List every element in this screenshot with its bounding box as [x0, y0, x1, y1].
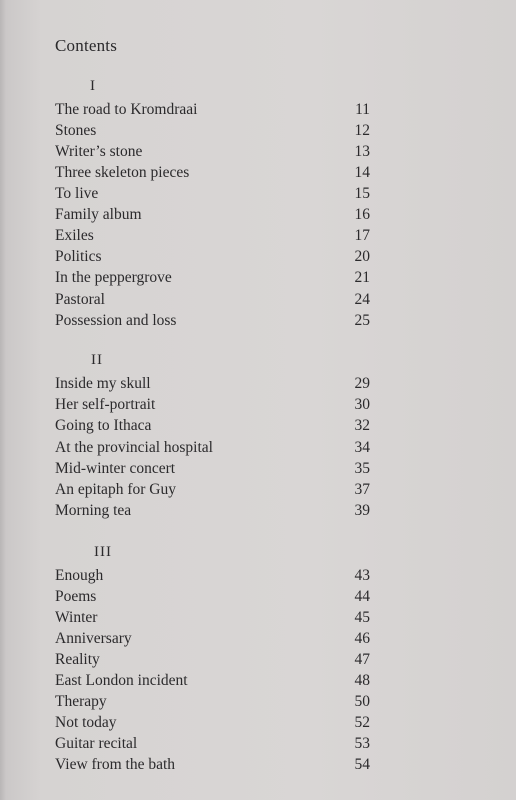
entry-page: 37	[354, 481, 370, 498]
entry-title: Poems	[55, 588, 97, 605]
entry-title: Three skeleton pieces	[55, 164, 190, 181]
entry-page: 17	[354, 227, 370, 244]
entry-page: 54	[354, 756, 370, 773]
entry-title: Her self-portrait	[55, 396, 156, 413]
entry-title: In the peppergrove	[55, 269, 172, 286]
toc-entry	[55, 162, 370, 183]
entry-title: To live	[55, 185, 99, 202]
entry-title: At the provincial hospital	[55, 439, 213, 456]
entry-title: Not today	[55, 714, 117, 731]
entry-page: 35	[354, 460, 370, 477]
entry-title: Reality	[55, 651, 100, 668]
entry-page: 45	[354, 609, 370, 626]
toc-entry	[55, 586, 370, 607]
entry-title: Anniversary	[55, 630, 132, 647]
entry-page: 15	[354, 185, 370, 202]
toc-entry	[55, 437, 370, 458]
toc-entry	[55, 183, 370, 204]
toc-entry	[55, 649, 370, 670]
entry-page: 43	[354, 567, 370, 584]
toc-entry	[55, 754, 370, 775]
entry-page: 39	[354, 502, 370, 519]
entry-page: 52	[354, 714, 370, 731]
entry-title: Enough	[55, 567, 104, 584]
section-numeral: III	[94, 544, 112, 560]
toc-entry	[55, 565, 370, 586]
toc-entry	[55, 246, 370, 267]
entry-page: 50	[354, 693, 370, 710]
entry-title: East London incident	[55, 672, 188, 689]
entry-page: 11	[355, 101, 370, 118]
entry-title: The road to Kromdraai	[55, 101, 198, 118]
toc-entry	[55, 691, 370, 712]
toc-entry	[55, 204, 370, 225]
entry-page: 14	[354, 164, 370, 181]
toc-entry	[55, 458, 370, 479]
toc-entry	[55, 373, 370, 394]
entry-title: Winter	[55, 609, 98, 626]
entry-page: 29	[354, 375, 370, 392]
entry-page: 20	[354, 248, 370, 265]
entry-page: 21	[354, 269, 370, 286]
entry-title: Therapy	[55, 693, 107, 710]
entry-title: Family album	[55, 206, 142, 223]
entry-title: An epitaph for Guy	[55, 481, 176, 498]
page-gutter-shadow	[0, 0, 6, 800]
entry-page: 53	[354, 735, 370, 752]
toc-entry	[55, 394, 370, 415]
entry-page: 44	[354, 588, 370, 605]
toc-entry	[55, 289, 370, 310]
toc-entry	[55, 120, 370, 141]
entry-title: Exiles	[55, 227, 94, 244]
section-numeral: II	[91, 352, 103, 368]
entry-title: Inside my skull	[55, 375, 151, 392]
toc-entry	[55, 310, 370, 331]
toc-entry	[55, 415, 370, 436]
entry-title: Mid-winter concert	[55, 460, 176, 477]
entry-title: Going to Ithaca	[55, 417, 152, 434]
toc-entry	[55, 479, 370, 500]
toc-entry	[55, 500, 370, 521]
entry-page: 25	[354, 312, 370, 329]
entry-title: Pastoral	[55, 291, 105, 308]
entry-page: 32	[354, 417, 370, 434]
page-title: Contents	[55, 36, 118, 55]
entry-page: 46	[354, 630, 370, 647]
toc-entry	[55, 628, 370, 649]
toc-entry	[55, 607, 370, 628]
entry-page: 48	[354, 672, 370, 689]
entry-page: 13	[354, 143, 370, 160]
toc-entry	[55, 141, 370, 162]
toc-entry	[55, 712, 370, 733]
toc-entry	[55, 733, 370, 754]
entry-title: Stones	[55, 122, 97, 139]
entry-title: Politics	[55, 248, 102, 265]
entry-title: Morning tea	[55, 502, 132, 519]
entry-page: 47	[354, 651, 370, 668]
toc-entry	[55, 670, 370, 691]
entry-page: 34	[354, 439, 370, 456]
toc-entry	[55, 267, 370, 288]
entry-page: 16	[354, 206, 370, 223]
toc-entry	[55, 225, 370, 246]
entry-title: Writer’s stone	[55, 143, 143, 160]
entry-page: 24	[354, 291, 370, 308]
entry-page: 30	[354, 396, 370, 413]
toc-entry	[55, 99, 370, 120]
entry-title: View from the bath	[55, 756, 176, 773]
entry-page: 12	[354, 122, 370, 139]
entry-title: Guitar recital	[55, 735, 138, 752]
entry-title: Possession and loss	[55, 312, 177, 329]
section-numeral: I	[90, 78, 96, 94]
